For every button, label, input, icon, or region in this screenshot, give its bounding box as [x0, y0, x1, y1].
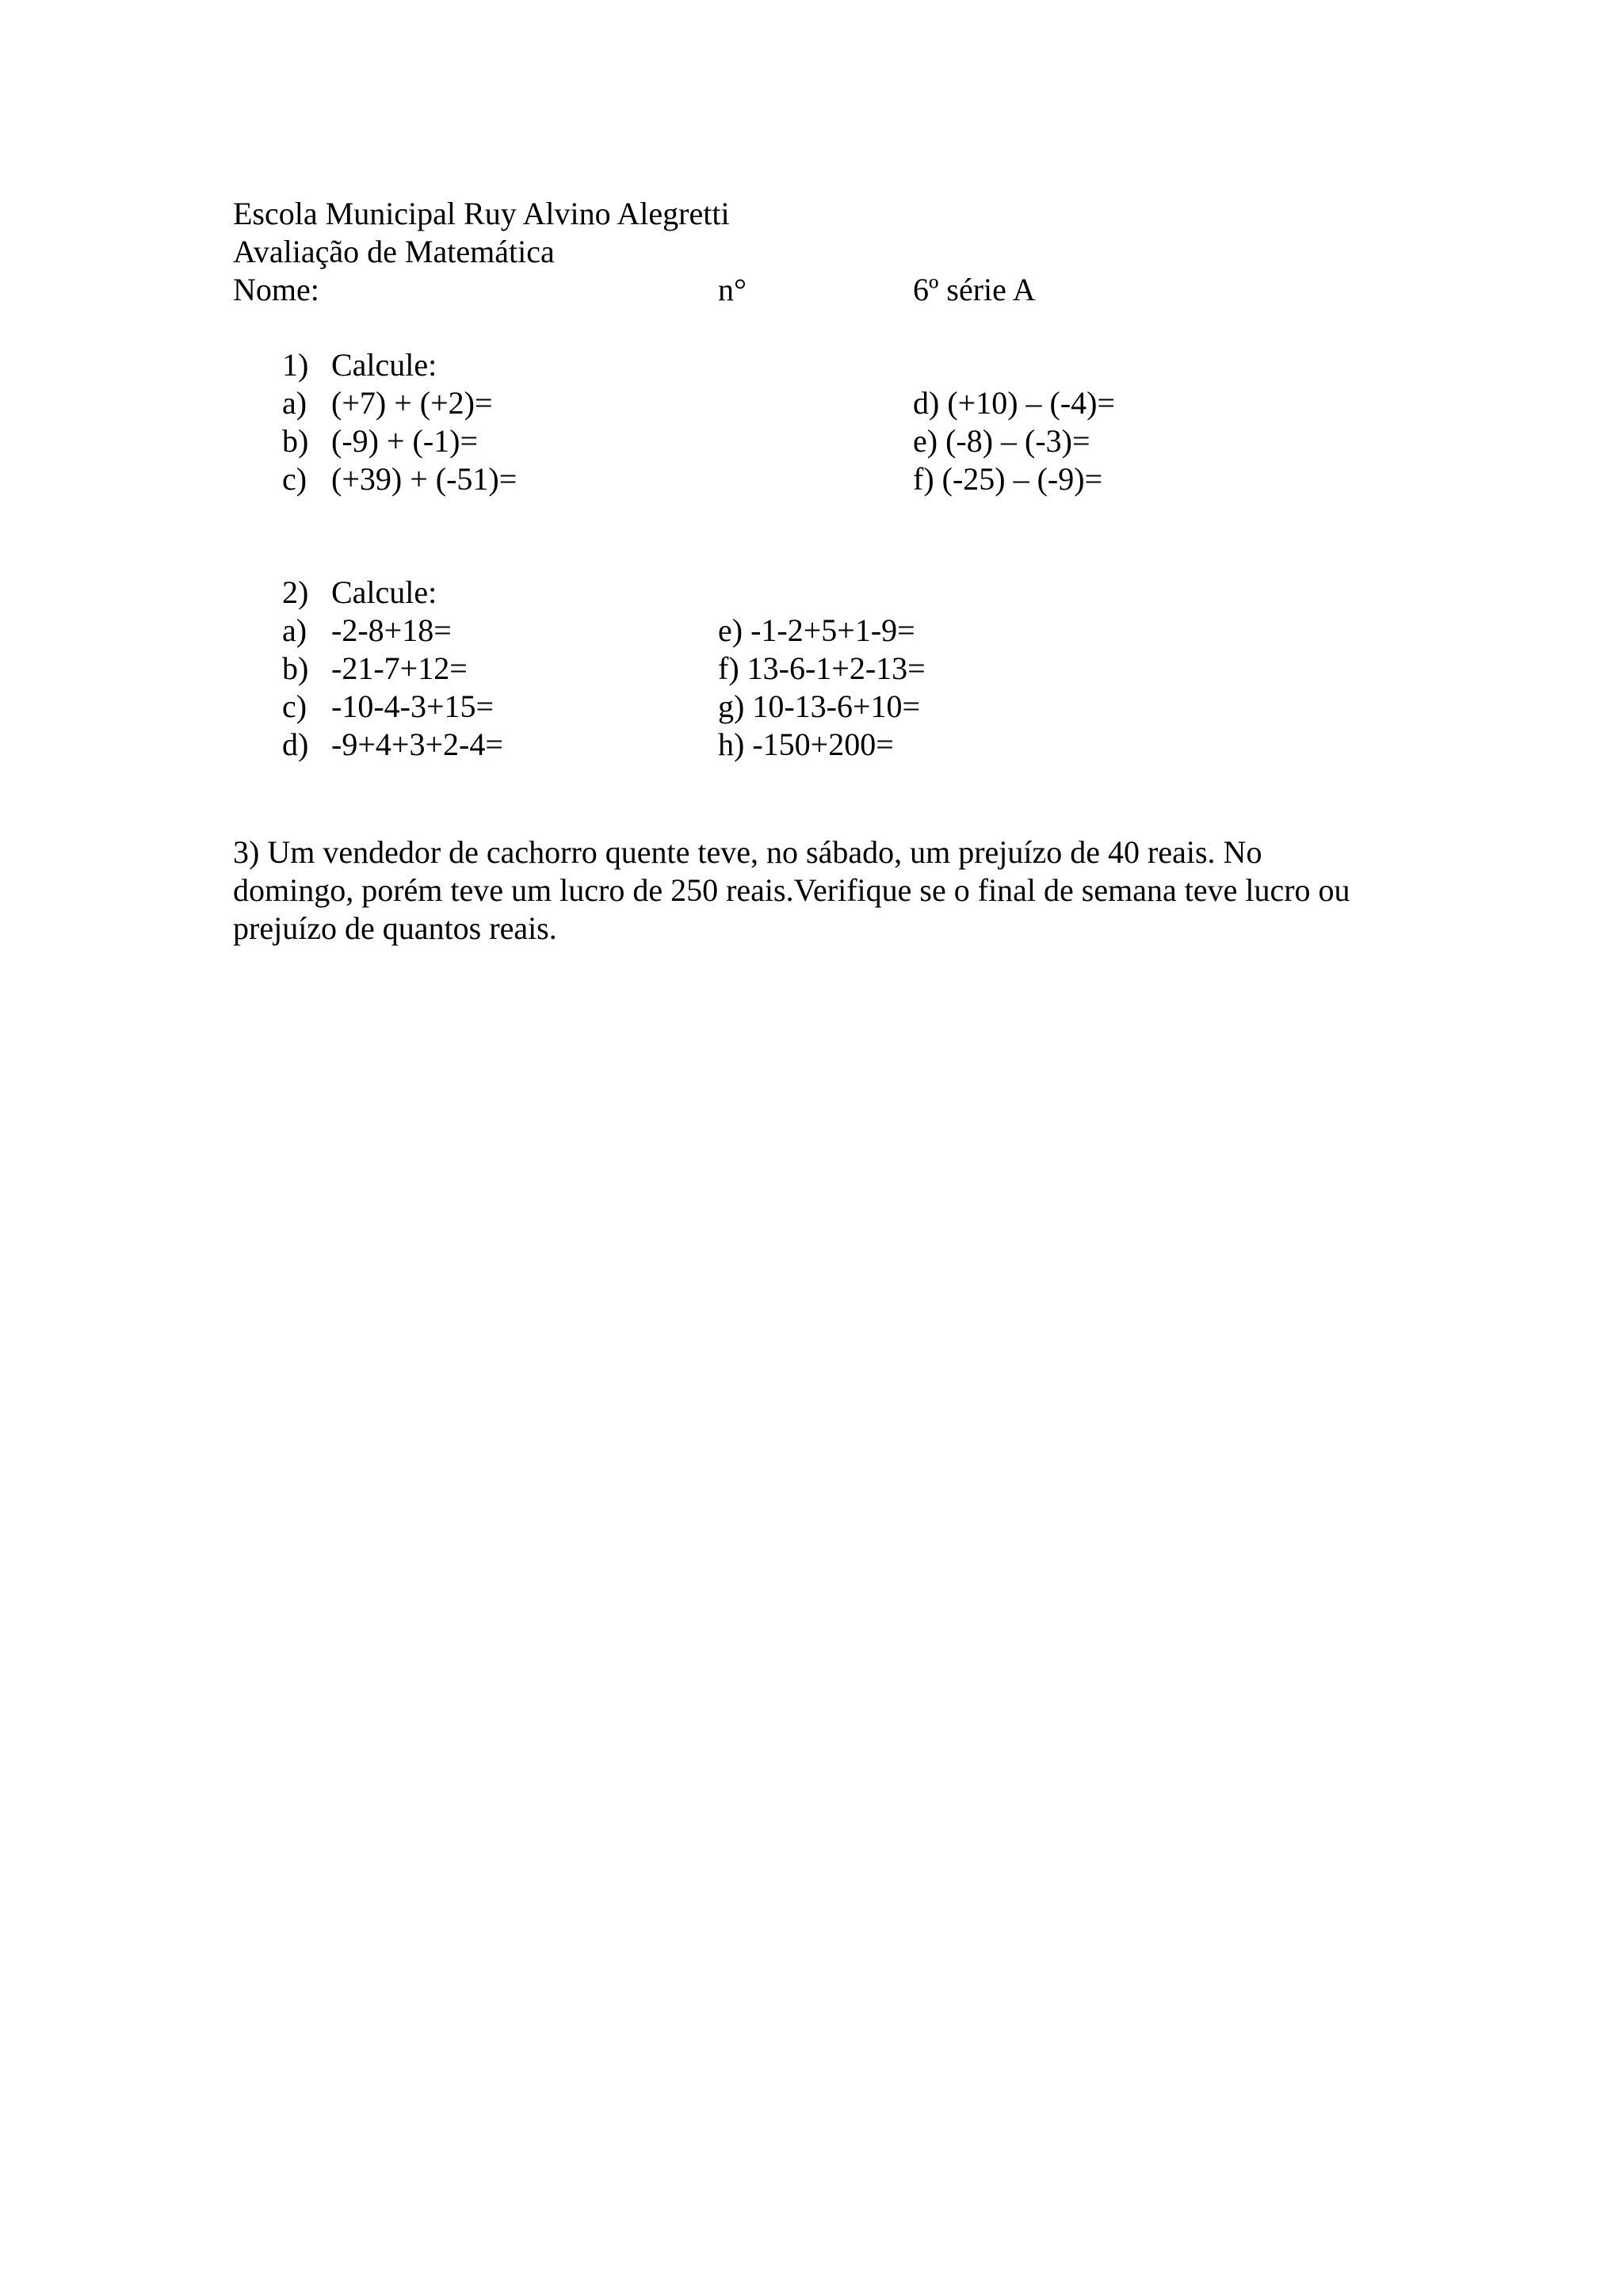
q2-item-expr: -9+4+3+2-4=	[331, 727, 503, 762]
q2-item-letter: a)	[282, 612, 307, 648]
number-label: n°	[718, 272, 747, 307]
q3-line: prejuízo de quantos reais.	[233, 910, 557, 946]
q1-item-expr: (-9) + (-1)=	[331, 423, 479, 459]
q3-paragraph	[233, 833, 1422, 948]
q2-item-right: h) -150+200=	[718, 727, 894, 762]
q1-item-letter: a)	[282, 385, 307, 421]
q2-item-letter: b)	[282, 650, 309, 686]
q1-item-expr: (+39) + (-51)=	[331, 461, 517, 497]
name-label: Nome:	[233, 272, 319, 307]
q1-item-letter: c)	[282, 461, 307, 497]
school-name: Escola Municipal Ruy Alvino Alegretti	[233, 196, 730, 231]
q2-item-expr: -10-4-3+15=	[331, 688, 495, 724]
q1-item-right: e) (-8) – (-3)=	[913, 423, 1090, 459]
q2-number: 2)	[282, 574, 309, 610]
subject-title: Avaliação de Matemática	[233, 234, 555, 269]
q2-item-letter: d)	[282, 727, 309, 762]
q2-item-expr: -21-7+12=	[331, 650, 468, 686]
q2-item-expr: -2-8+18=	[331, 612, 452, 648]
q1-item-letter: b)	[282, 423, 309, 459]
q2-title: Calcule:	[331, 574, 437, 610]
q3-line: domingo, porém teve um lucro de 250 reais.Verifique se o final de semana teve lucro ou	[233, 872, 1350, 908]
class-label: 6º série A	[913, 272, 1036, 307]
q2-item-letter: c)	[282, 688, 307, 724]
q2-item-right: e) -1-2+5+1-9=	[718, 612, 915, 648]
q1-title: Calcule:	[331, 347, 437, 383]
q1-item-expr: (+7) + (+2)=	[331, 385, 493, 421]
q1-number: 1)	[282, 347, 309, 383]
q3-line: 3) Um vendedor de cachorro quente teve, no sábado, um prejuízo de 40 reais. No	[233, 834, 1262, 870]
q1-item-right: f) (-25) – (-9)=	[913, 461, 1103, 497]
q1-item-right: d) (+10) – (-4)=	[913, 385, 1116, 421]
q2-item-right: f) 13-6-1+2-13=	[718, 650, 926, 686]
q2-item-right: g) 10-13-6+10=	[718, 688, 921, 724]
